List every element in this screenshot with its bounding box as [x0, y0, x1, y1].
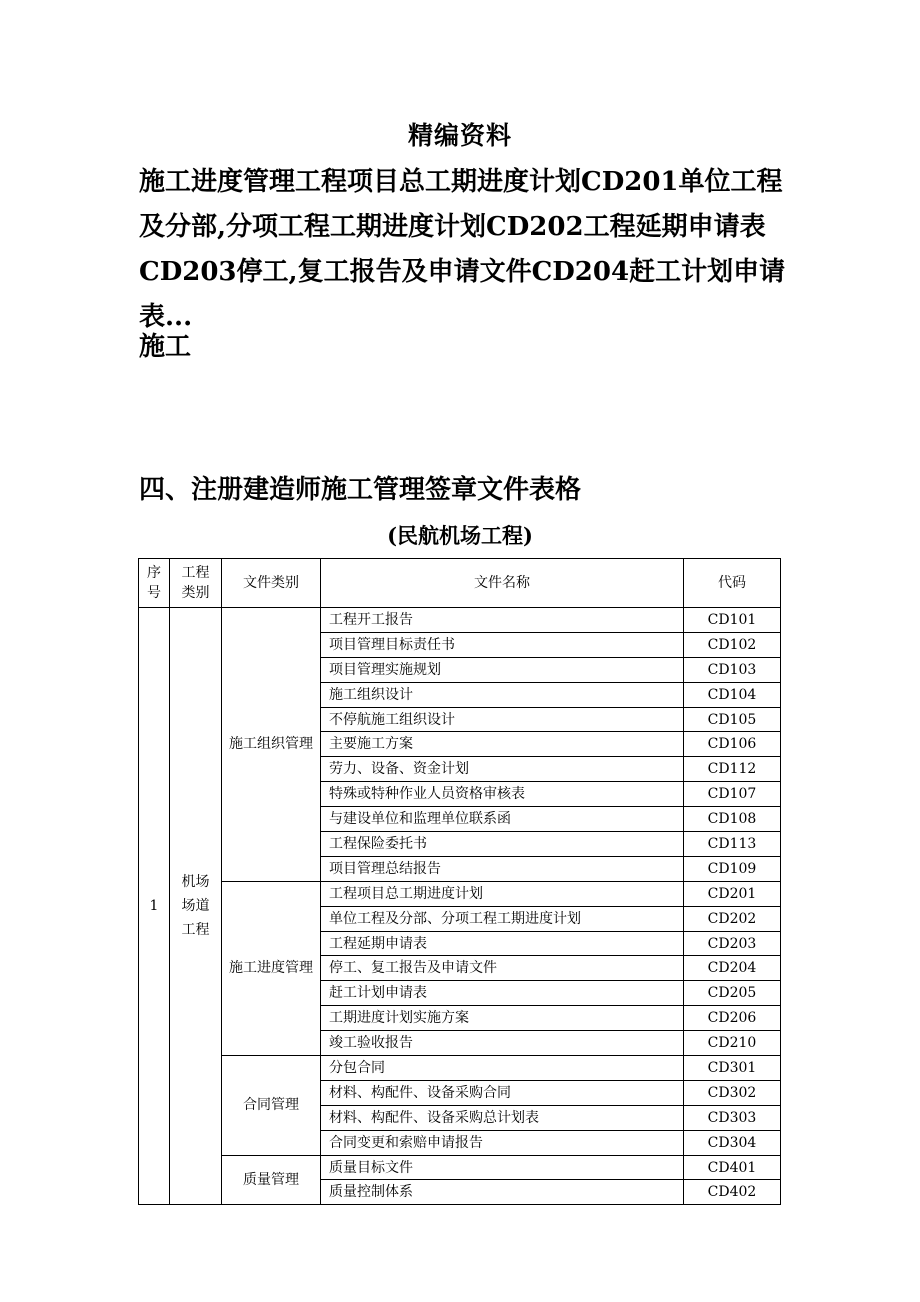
file-code-cell: CD101: [684, 608, 781, 633]
file-code-cell: CD103: [684, 657, 781, 682]
category-cell: 质量管理: [222, 1155, 321, 1205]
file-name-cell: 质量目标文件: [321, 1155, 684, 1180]
file-name-cell: 劳力、设备、资金计划: [321, 757, 684, 782]
file-name-cell: 竣工验收报告: [321, 1031, 684, 1056]
seq-cell: 1: [139, 608, 170, 1205]
file-code-cell: CD402: [684, 1180, 781, 1205]
column-header-type: 工程类别: [170, 559, 222, 608]
file-name-cell: 赶工计划申请表: [321, 981, 684, 1006]
file-name-cell: 施工组织设计: [321, 682, 684, 707]
table-row: [139, 881, 781, 906]
file-code-cell: CD302: [684, 1080, 781, 1105]
section-heading: 四、注册建造师施工管理签章文件表格: [139, 475, 582, 505]
file-name-cell: 项目管理实施规划: [321, 657, 684, 682]
file-code-cell: CD304: [684, 1130, 781, 1155]
file-name-cell: 项目管理总结报告: [321, 856, 684, 881]
file-name-cell: 分包合同: [321, 1056, 684, 1081]
file-name-cell: 停工、复工报告及申请文件: [321, 956, 684, 981]
file-code-cell: CD401: [684, 1155, 781, 1180]
category-cell: 合同管理: [222, 1056, 321, 1156]
column-header-code: 代码: [684, 559, 781, 608]
file-name-cell: 合同变更和索赔申请报告: [321, 1130, 684, 1155]
table-body: [139, 608, 781, 1205]
column-header-name: 文件名称: [321, 559, 684, 608]
file-name-cell: 工程项目总工期进度计划: [321, 881, 684, 906]
file-name-cell: 工期进度计划实施方案: [321, 1006, 684, 1031]
table-row: [139, 608, 781, 633]
category-cell: 施工组织管理: [222, 608, 321, 882]
document-table: [138, 558, 781, 1205]
table-row: [139, 1056, 781, 1081]
file-name-cell: 特殊或特种作业人员资格审核表: [321, 782, 684, 807]
file-code-cell: CD303: [684, 1105, 781, 1130]
file-code-cell: CD210: [684, 1031, 781, 1056]
project-type-cell: 机场场道工程: [170, 608, 222, 1205]
file-code-cell: CD204: [684, 956, 781, 981]
page-header-title: 精编资料: [407, 121, 512, 150]
table-title: (民航机场工程): [387, 523, 533, 548]
file-name-cell: 不停航施工组织设计: [321, 707, 684, 732]
file-code-cell: CD112: [684, 757, 781, 782]
file-name-cell: 质量控制体系: [321, 1180, 684, 1205]
file-name-cell: 与建设单位和监理单位联系函: [321, 807, 684, 832]
file-code-cell: CD108: [684, 807, 781, 832]
file-code-cell: CD106: [684, 732, 781, 757]
file-name-cell: 工程保险委托书: [321, 832, 684, 857]
file-name-cell: 主要施工方案: [321, 732, 684, 757]
column-header-category: 文件类别: [222, 559, 321, 608]
intro-short-text: 施工: [139, 332, 192, 362]
file-name-cell: 项目管理目标责任书: [321, 632, 684, 657]
table-row: [139, 1155, 781, 1180]
file-code-cell: CD107: [684, 782, 781, 807]
table-header-row: [139, 559, 781, 608]
file-name-cell: 工程开工报告: [321, 608, 684, 633]
file-code-cell: CD206: [684, 1006, 781, 1031]
file-code-cell: CD105: [684, 707, 781, 732]
file-name-cell: 材料、构配件、设备采购总计划表: [321, 1105, 684, 1130]
file-name-cell: 工程延期申请表: [321, 931, 684, 956]
file-code-cell: CD104: [684, 682, 781, 707]
file-code-cell: CD113: [684, 832, 781, 857]
file-code-cell: CD109: [684, 856, 781, 881]
file-name-cell: 单位工程及分部、分项工程工期进度计划: [321, 906, 684, 931]
file-code-cell: CD201: [684, 881, 781, 906]
column-header-seq: 序号: [139, 559, 170, 608]
file-code-cell: CD301: [684, 1056, 781, 1081]
file-name-cell: 材料、构配件、设备采购合同: [321, 1080, 684, 1105]
file-code-cell: CD203: [684, 931, 781, 956]
file-code-cell: CD102: [684, 632, 781, 657]
file-code-cell: CD205: [684, 981, 781, 1006]
category-cell: 施工进度管理: [222, 881, 321, 1055]
intro-paragraph: 施工进度管理工程项目总工期进度计划CD201单位工程及分部,分项工程工期进度计划CD202工程延期申请表CD203停工,复工报告及申请文件CD204赶工计划申请表...: [139, 167, 786, 332]
file-code-cell: CD202: [684, 906, 781, 931]
